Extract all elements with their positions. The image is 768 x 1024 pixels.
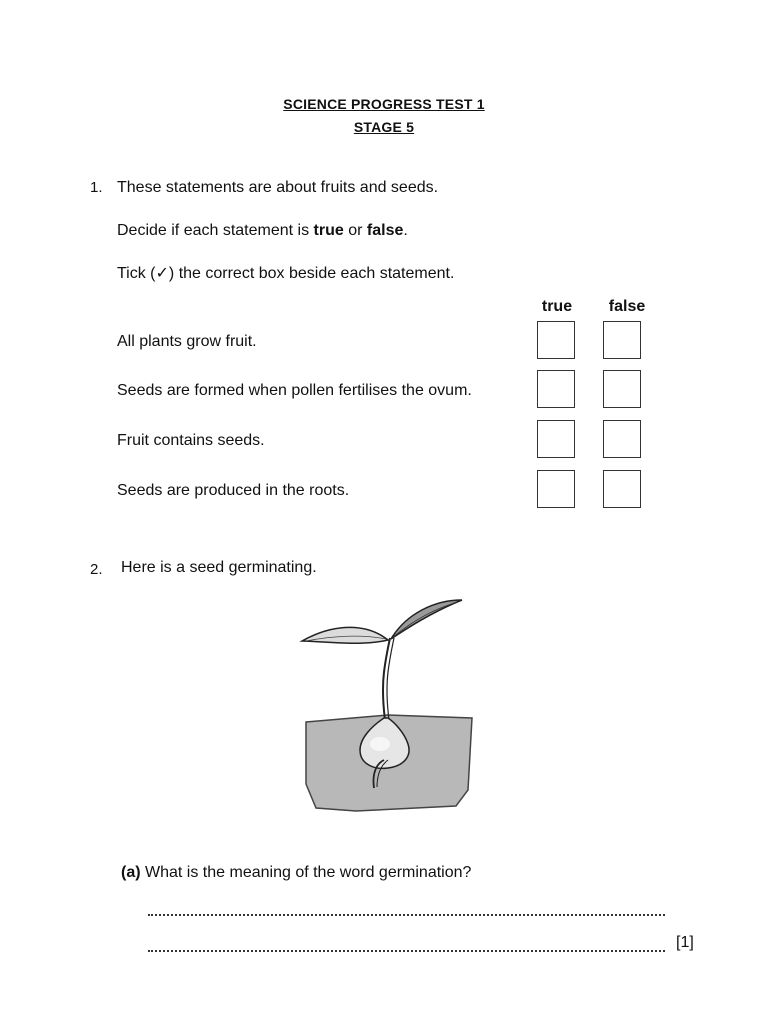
statement-1-false-checkbox[interactable]	[603, 321, 641, 359]
decide-suffix: .	[403, 222, 408, 239]
question-1-intro: These statements are about fruits and seeds.	[117, 179, 439, 196]
decide-true: true	[313, 222, 344, 239]
question-2-number: 2.	[90, 561, 103, 578]
answer-line-1[interactable]	[148, 914, 665, 916]
question-1-decide	[117, 222, 408, 240]
statement-4: Seeds are produced in the roots.	[117, 482, 350, 499]
statement-3: Fruit contains seeds.	[117, 432, 265, 449]
statement-4-false-checkbox[interactable]	[603, 470, 641, 508]
left-leaf	[302, 627, 388, 643]
question-1-number: 1.	[90, 179, 103, 196]
decide-prefix: Decide if each statement is	[117, 222, 314, 239]
statement-2-false-checkbox[interactable]	[603, 370, 641, 408]
tick-instruction: Tick (✓) the correct box beside each statement.	[117, 265, 455, 282]
test-title: SCIENCE PROGRESS TEST 1	[283, 96, 485, 112]
decide-or: or	[343, 222, 367, 239]
right-leaf	[391, 600, 462, 639]
part-a-label: (a)	[121, 864, 141, 881]
statement-4-true-checkbox[interactable]	[537, 470, 575, 508]
seed-highlight	[370, 737, 390, 751]
answer-line-2[interactable]	[148, 950, 665, 952]
marks-label: [1]	[676, 934, 694, 951]
decide-false: false	[366, 222, 404, 239]
statement-2-true-checkbox[interactable]	[537, 370, 575, 408]
part-a-text: What is the meaning of the word germination?	[145, 864, 472, 881]
stage-title: STAGE 5	[353, 119, 415, 135]
column-true-header: true	[541, 298, 573, 315]
statement-1: All plants grow fruit.	[117, 333, 257, 350]
question-2-intro: Here is a seed germinating.	[121, 559, 317, 576]
part-a-question	[121, 864, 471, 882]
statement-3-true-checkbox[interactable]	[537, 420, 575, 458]
stem	[383, 638, 390, 720]
germinating-seed-illustration	[296, 594, 480, 818]
statement-2: Seeds are formed when pollen fertilises the ovum.	[117, 382, 472, 399]
column-false-header: false	[608, 298, 646, 315]
statement-1-true-checkbox[interactable]	[537, 321, 575, 359]
statement-3-false-checkbox[interactable]	[603, 420, 641, 458]
